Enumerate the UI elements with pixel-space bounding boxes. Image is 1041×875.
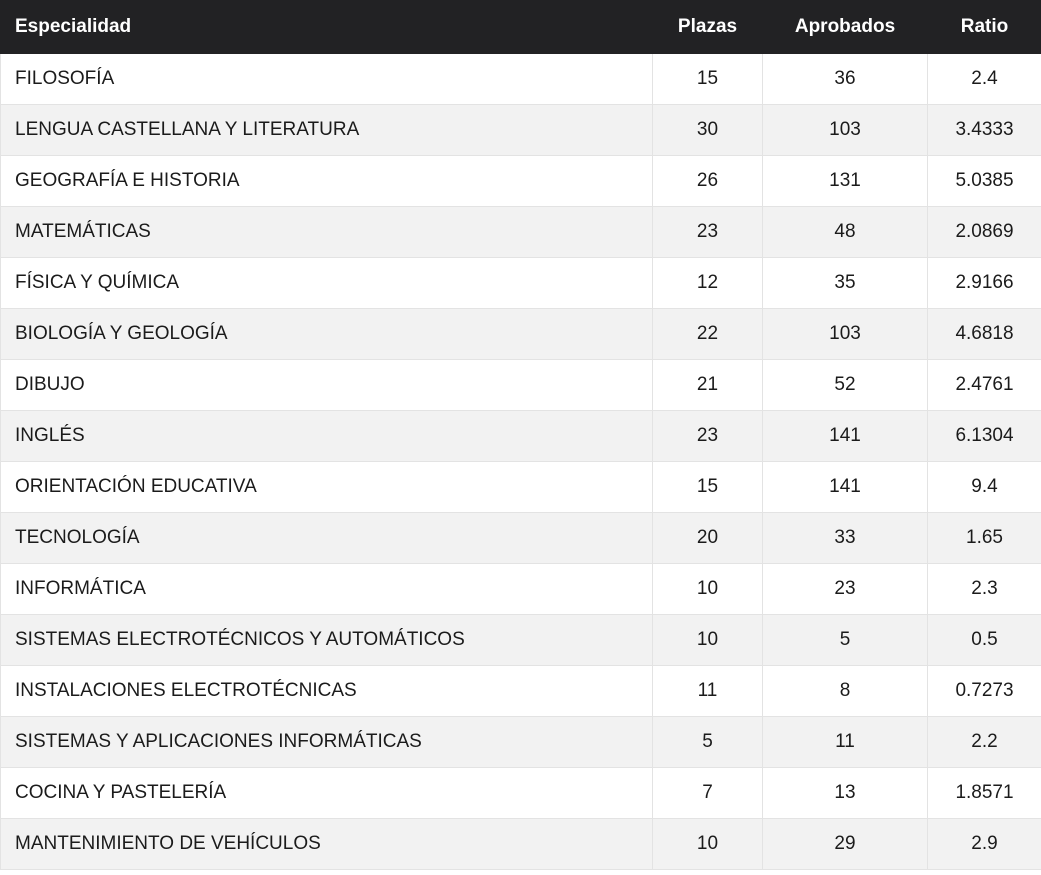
table-row <box>1 309 1041 360</box>
cell-especialidad: LENGUA CASTELLANA Y LITERATURA <box>1 105 653 156</box>
table-row <box>1 207 1041 258</box>
cell-especialidad: MATEMÁTICAS <box>1 207 653 258</box>
cell-plazas: 5 <box>653 717 763 768</box>
table-row <box>1 819 1041 870</box>
cell-especialidad: TECNOLOGÍA <box>1 513 653 564</box>
table-row <box>1 666 1041 717</box>
table-row <box>1 564 1041 615</box>
table-row <box>1 411 1041 462</box>
cell-aprobados: 48 <box>763 207 928 258</box>
cell-aprobados: 11 <box>763 717 928 768</box>
cell-aprobados: 103 <box>763 309 928 360</box>
cell-aprobados: 36 <box>763 54 928 105</box>
table-row <box>1 54 1041 105</box>
cell-ratio: 2.0869 <box>928 207 1041 258</box>
cell-ratio: 2.4 <box>928 54 1041 105</box>
cell-ratio: 2.4761 <box>928 360 1041 411</box>
cell-especialidad: GEOGRAFÍA E HISTORIA <box>1 156 653 207</box>
cell-especialidad: BIOLOGÍA Y GEOLOGÍA <box>1 309 653 360</box>
cell-aprobados: 141 <box>763 462 928 513</box>
cell-plazas: 15 <box>653 462 763 513</box>
cell-ratio: 6.1304 <box>928 411 1041 462</box>
table-row <box>1 717 1041 768</box>
cell-especialidad: COCINA Y PASTELERÍA <box>1 768 653 819</box>
table-row <box>1 462 1041 513</box>
cell-ratio: 1.65 <box>928 513 1041 564</box>
cell-ratio: 1.8571 <box>928 768 1041 819</box>
table-row <box>1 156 1041 207</box>
cell-plazas: 23 <box>653 411 763 462</box>
cell-plazas: 30 <box>653 105 763 156</box>
cell-plazas: 10 <box>653 819 763 870</box>
cell-ratio: 2.9 <box>928 819 1041 870</box>
table-body <box>1 54 1041 870</box>
table-row <box>1 258 1041 309</box>
cell-ratio: 0.5 <box>928 615 1041 666</box>
cell-plazas: 26 <box>653 156 763 207</box>
cell-especialidad: SISTEMAS Y APLICACIONES INFORMÁTICAS <box>1 717 653 768</box>
table-row <box>1 105 1041 156</box>
cell-ratio: 5.0385 <box>928 156 1041 207</box>
cell-especialidad: MANTENIMIENTO DE VEHÍCULOS <box>1 819 653 870</box>
table-header-row <box>1 1 1041 54</box>
cell-aprobados: 23 <box>763 564 928 615</box>
cell-aprobados: 33 <box>763 513 928 564</box>
cell-plazas: 7 <box>653 768 763 819</box>
column-header-ratio: Ratio <box>928 1 1041 54</box>
cell-especialidad: INFORMÁTICA <box>1 564 653 615</box>
cell-especialidad: FÍSICA Y QUÍMICA <box>1 258 653 309</box>
cell-especialidad: FILOSOFÍA <box>1 54 653 105</box>
cell-plazas: 10 <box>653 564 763 615</box>
cell-ratio: 2.2 <box>928 717 1041 768</box>
cell-ratio: 2.9166 <box>928 258 1041 309</box>
table-row <box>1 513 1041 564</box>
cell-ratio: 9.4 <box>928 462 1041 513</box>
cell-plazas: 23 <box>653 207 763 258</box>
table-row <box>1 615 1041 666</box>
column-header-aprobados: Aprobados <box>763 1 928 54</box>
table-header <box>1 1 1041 54</box>
column-header-especialidad: Especialidad <box>1 1 653 54</box>
cell-plazas: 12 <box>653 258 763 309</box>
cell-aprobados: 131 <box>763 156 928 207</box>
cell-ratio: 2.3 <box>928 564 1041 615</box>
cell-ratio: 0.7273 <box>928 666 1041 717</box>
cell-aprobados: 103 <box>763 105 928 156</box>
cell-aprobados: 52 <box>763 360 928 411</box>
table-row <box>1 360 1041 411</box>
cell-aprobados: 8 <box>763 666 928 717</box>
cell-plazas: 11 <box>653 666 763 717</box>
cell-aprobados: 35 <box>763 258 928 309</box>
cell-aprobados: 29 <box>763 819 928 870</box>
cell-especialidad: ORIENTACIÓN EDUCATIVA <box>1 462 653 513</box>
cell-plazas: 22 <box>653 309 763 360</box>
cell-aprobados: 141 <box>763 411 928 462</box>
cell-especialidad: DIBUJO <box>1 360 653 411</box>
column-header-plazas: Plazas <box>653 1 763 54</box>
cell-especialidad: INSTALACIONES ELECTROTÉCNICAS <box>1 666 653 717</box>
cell-aprobados: 5 <box>763 615 928 666</box>
cell-especialidad: SISTEMAS ELECTROTÉCNICOS Y AUTOMÁTICOS <box>1 615 653 666</box>
cell-especialidad: INGLÉS <box>1 411 653 462</box>
cell-plazas: 15 <box>653 54 763 105</box>
cell-aprobados: 13 <box>763 768 928 819</box>
table-row <box>1 768 1041 819</box>
cell-plazas: 21 <box>653 360 763 411</box>
cell-ratio: 3.4333 <box>928 105 1041 156</box>
cell-plazas: 20 <box>653 513 763 564</box>
cell-plazas: 10 <box>653 615 763 666</box>
cell-ratio: 4.6818 <box>928 309 1041 360</box>
